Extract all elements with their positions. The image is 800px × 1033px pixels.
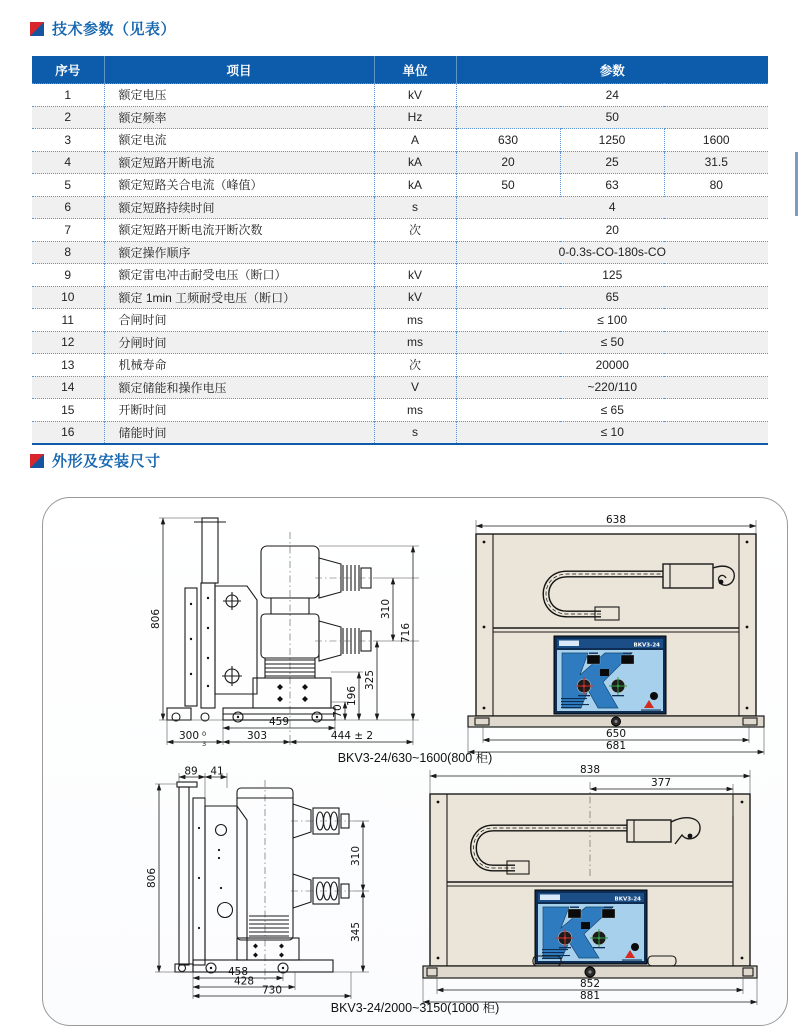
dim-label: 838 (579, 764, 601, 776)
table-cell (374, 241, 456, 264)
table-cell: 额定储能和操作电压 (104, 376, 374, 399)
table-row (32, 84, 768, 107)
table-cell: 0-0.3s-CO-180s-CO (456, 241, 768, 264)
table-cell: 20 (456, 219, 768, 242)
table-cell: 31.5 (664, 151, 768, 174)
dim-label: 852 (579, 978, 601, 990)
table-cell: 65 (456, 286, 768, 309)
table-cell: 额定短路持续时间 (104, 196, 374, 219)
table-cell: 额定短路关合电流（峰值） (104, 174, 374, 197)
table-cell: 1250 (560, 129, 664, 152)
table-row (32, 241, 768, 264)
table-cell: s (374, 196, 456, 219)
dim-label: 681 (605, 740, 627, 752)
cabinet-front-outline (423, 782, 757, 978)
table-cell: ms (374, 331, 456, 354)
drawing-caption-800: BKV3-24/630~1600(800 柜) (337, 751, 493, 765)
table-cell: kV (374, 264, 456, 287)
section-marker-icon (30, 22, 44, 36)
table-cell: 次 (374, 219, 456, 242)
table-row (32, 151, 768, 174)
table-cell: 1600 (664, 129, 768, 152)
dim-label: 806 (146, 867, 158, 889)
tech-params-heading (30, 18, 176, 39)
dimensions-heading (30, 450, 161, 471)
table-cell: 14 (32, 376, 104, 399)
section-marker-icon (30, 454, 44, 468)
table-cell: 机械寿命 (104, 354, 374, 377)
table-cell: 开断时间 (104, 399, 374, 422)
table-row (32, 309, 768, 332)
table-header-row (32, 56, 768, 84)
dim-label: 638 (605, 514, 627, 526)
section-title: 外形及安装尺寸 (52, 453, 161, 470)
table-cell: 50 (456, 106, 768, 129)
dim-label: 428 (233, 975, 255, 988)
col-header-param: 参数 (456, 56, 768, 84)
table-cell: 8 (32, 241, 104, 264)
table-row (32, 354, 768, 377)
table-cell: 10 (32, 286, 104, 309)
dim-label: 300 (178, 730, 200, 742)
cabinet-front-outline (468, 534, 764, 727)
table-cell: 20 (456, 151, 560, 174)
table-cell: 20000 (456, 354, 768, 377)
table-cell: 次 (374, 354, 456, 377)
dim-label: 310 (380, 598, 392, 620)
table-cell: 50 (456, 174, 560, 197)
table-cell: Hz (374, 106, 456, 129)
table-cell: ≤ 65 (456, 399, 768, 422)
table-cell: kA (374, 151, 456, 174)
table-cell: 额定短路开断电流开断次数 (104, 219, 374, 242)
table-cell: A (374, 129, 456, 152)
table-row (32, 264, 768, 287)
table-cell: 额定电流 (104, 129, 374, 152)
table-cell: 16 (32, 421, 104, 444)
table-cell: 13 (32, 354, 104, 377)
table-cell: 25 (560, 151, 664, 174)
dim-label: 325 (364, 669, 376, 691)
side-view-1000-drawing (141, 765, 411, 1004)
table-cell: ~220/110 (456, 376, 768, 399)
table-cell: 125 (456, 264, 768, 287)
dim-label: 716 (400, 622, 412, 644)
breaker-side-outline (175, 780, 353, 980)
table-row (32, 421, 768, 444)
table-cell: 11 (32, 309, 104, 332)
table-cell: kV (374, 84, 456, 107)
dim-label: 41 (210, 765, 224, 778)
table-cell: ≤ 10 (456, 421, 768, 444)
faceplate-panel (554, 636, 666, 714)
table-cell: 额定频率 (104, 106, 374, 129)
table-row (32, 376, 768, 399)
table-cell: 9 (32, 264, 104, 287)
dim-label: 345 (350, 921, 362, 943)
dim-tolerance-sup: 0 (202, 730, 207, 738)
table-row (32, 174, 768, 197)
tech-params-table (32, 56, 768, 445)
table-cell: 额定电压 (104, 84, 374, 107)
table-cell: kA (374, 174, 456, 197)
front-view-800-drawing (451, 512, 781, 757)
table-cell: ≤ 100 (456, 309, 768, 332)
table-cell: 63 (560, 174, 664, 197)
table-cell: 额定雷电冲击耐受电压（断口） (104, 264, 374, 287)
dim-label: 881 (579, 990, 601, 1002)
table-row (32, 106, 768, 129)
table-cell: V (374, 376, 456, 399)
col-header-unit: 单位 (374, 56, 456, 84)
table-cell: 储能时间 (104, 421, 374, 444)
operation-knob (631, 943, 639, 951)
table-cell: 合闸时间 (104, 309, 374, 332)
dim-label: 70 (332, 704, 344, 718)
table-cell: ms (374, 309, 456, 332)
table-cell: 分闸时间 (104, 331, 374, 354)
table-cell: 3 (32, 129, 104, 152)
table-cell: 630 (456, 129, 560, 152)
table-cell: 24 (456, 84, 768, 107)
table-cell: 12 (32, 331, 104, 354)
dim-label: 196 (346, 685, 358, 707)
dim-label: 458 (227, 966, 249, 978)
params-table-body (32, 84, 768, 445)
front-view-1000-drawing (415, 764, 765, 1008)
dimensions-panel (42, 497, 788, 1026)
table-cell: kV (374, 286, 456, 309)
dim-label: 806 (150, 608, 162, 630)
table-cell: 1 (32, 84, 104, 107)
dim-label: 459 (268, 716, 290, 728)
faceplate-model-label: BKV3-24 (614, 896, 641, 903)
dim-label: 650 (605, 728, 627, 740)
col-header-item: 项目 (104, 56, 374, 84)
table-cell: 额定 1min 工频耐受电压（断口） (104, 286, 374, 309)
table-cell: 4 (32, 151, 104, 174)
dim-label: 89 (184, 765, 198, 778)
table-cell: ms (374, 399, 456, 422)
dim-label: 444 ± 2 (330, 730, 374, 742)
table-cell: 80 (664, 174, 768, 197)
table-row (32, 129, 768, 152)
table-cell: 4 (456, 196, 768, 219)
faceplate-model-label: BKV3-24 (633, 642, 660, 649)
drawing-caption-1000: BKV3-24/2000~3150(1000 柜) (330, 1001, 500, 1015)
table-cell: 5 (32, 174, 104, 197)
table-cell: 额定操作顺序 (104, 241, 374, 264)
col-header-index: 序号 (32, 56, 104, 84)
table-row (32, 286, 768, 309)
table-cell: 6 (32, 196, 104, 219)
table-cell: ≤ 50 (456, 331, 768, 354)
section-title: 技术参数（见表） (52, 21, 177, 38)
table-cell: 额定短路开断电流 (104, 151, 374, 174)
table-cell: 7 (32, 219, 104, 242)
table-row (32, 219, 768, 242)
table-row (32, 399, 768, 422)
dim-label: 303 (246, 730, 268, 742)
dim-label: 377 (650, 777, 672, 789)
dim-tolerance-sub: 3 (202, 740, 207, 748)
table-row (32, 331, 768, 354)
dim-label: 730 (261, 984, 283, 997)
operation-knob (650, 692, 658, 700)
table-cell: 2 (32, 106, 104, 129)
table-cell: 15 (32, 399, 104, 422)
side-view-800-drawing (75, 508, 435, 748)
table-cell: s (374, 421, 456, 444)
dim-label: 310 (350, 845, 362, 867)
table-row (32, 196, 768, 219)
faceplate-panel (535, 890, 647, 964)
page-edge-accent (795, 152, 798, 216)
